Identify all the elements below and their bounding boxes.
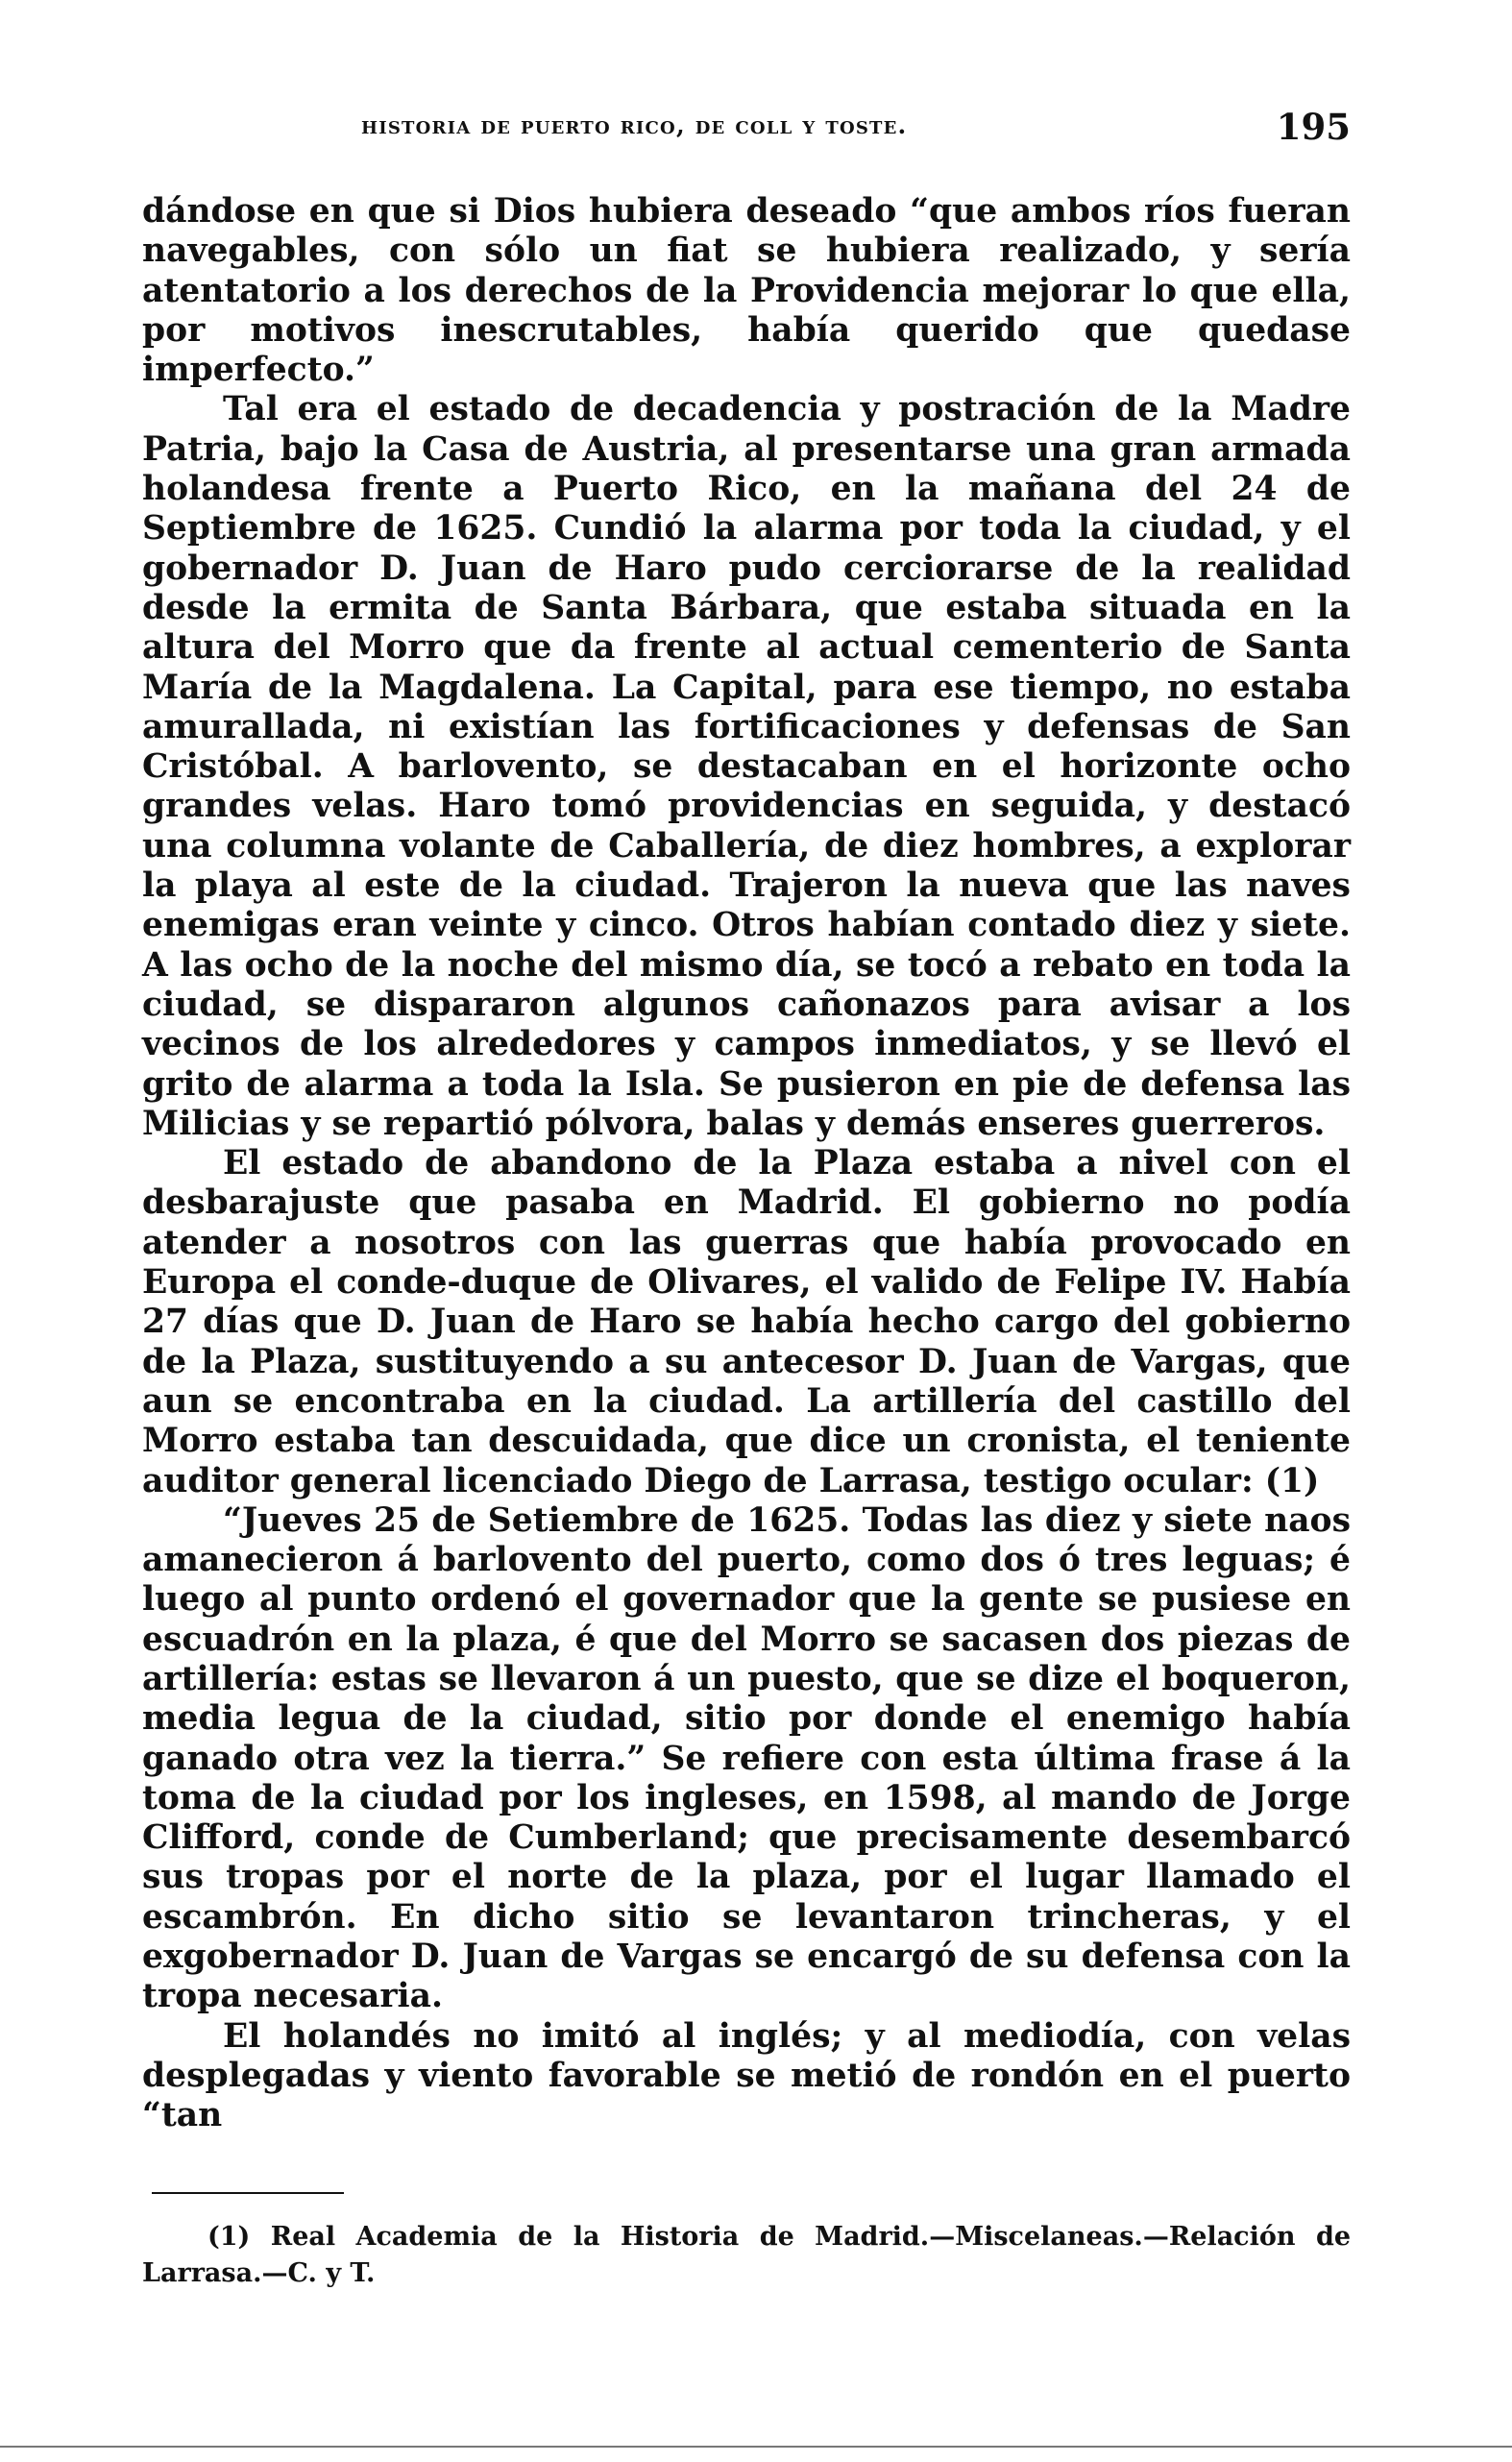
page-number: 195	[1276, 106, 1351, 148]
paragraph-4: “Jueves 25 de Setiembre de 1625. Todas las diez y siete naos amanecieron á barlovento del puerto, como dos ó tres leguas; é luego al punto ordenó el governador que la gente se pusiese en escuadrón en la plaza, é que del Morro se sacasen dos piezas de artillería: estas se llevaron á un puesto, que se dize el boqueron, media legua de la ciudad, sitio por donde el enemigo había ganado otra vez la tierra.” Se refiere con esta última frase á la toma de la ciudad por los ingleses, en 1598, al mando de Jorge Clifford, conde de Cumberland; que precisamente desembarcó sus tropas por el norte de la plaza, por el lugar llamado el escambrón. En dicho sitio se levantaron trincheras, y el exgobernador D. Juan de Vargas se encargó de su defensa con la tropa necesaria.	[142, 1500, 1351, 2016]
footnote-rule	[152, 2192, 344, 2194]
paragraph-1: dándose en que si Dios hubiera deseado “que ambos ríos fueran navegables, con sólo un fiat se hubiera realizado, y sería atentatorio a los derechos de la Providencia mejorar lo que ella, por motivos inescrutables, había querido que quedase imperfecto.”	[142, 192, 1351, 390]
paragraph-3: El estado de abandono de la Plaza estaba a nivel con el desbarajuste que pasaba en Madrid. El gobierno no podía atender a nosotros con las guerras que había provocado en Europa el conde-duque de Olivares, el valido de Felipe IV. Había 27 días que D. Juan de Haro se había hecho cargo del gobierno de la Plaza, sustituyendo a su antecesor D. Juan de Vargas, que aun se encontraba en la ciudad. La artillería del castillo del Morro estaba tan descuidada, que dice un cronista, el teniente auditor general licenciado Diego de Larrasa, testigo ocular: (1)	[142, 1144, 1351, 1500]
paragraph-2: Tal era el estado de decadencia y postración de la Madre Patria, bajo la Casa de Austria, al presentarse una gran armada holandesa frente a Puerto Rico, en la mañana del 24 de Septiembre de 1625. Cundió la alarma por toda la ciudad, y el gobernador D. Juan de Haro pudo cerciorarse de la realidad desde la ermita de Santa Bárbara, que estaba situada en la altura del Morro que da frente al actual cementerio de Santa María de la Magdalena. La Capital, para ese tiempo, no estaba amurallada, ni existían las fortificaciones y defensas de San Cristóbal. A barlovento, se destacaban en el horizonte ocho grandes velas. Haro tomó providencias en seguida, y destacó una columna volante de Caballería, de diez hombres, a explorar la playa al este de la ciudad. Trajeron la nueva que las naves enemigas eran veinte y cinco. Otros habían contado diez y siete. A las ocho de la noche del mismo día, se tocó a rebato en toda la ciudad, se dispararon algunos cañonazos para avisar a los vecinos de los alrededores y campos inmediatos, y se llevó el grito de alarma a toda la Isla. Se pusieron en pie de defensa las Milicias y se repartió pólvora, balas y demás enseres guerreros.	[142, 390, 1351, 1143]
page-bottom-edge	[0, 2446, 1512, 2448]
footnote: (1) Real Academia de la Historia de Madrid.—Miscelaneas.—Relación de Larrasa.—C. y T.	[142, 2221, 1351, 2288]
book-page	[142, 106, 1351, 2430]
paragraph-5: El holandés no imitó al inglés; y al mediodía, con velas desplegadas y viento favorable se metió de rondón en el puerto “tan	[142, 2016, 1351, 2135]
body-text	[142, 192, 1351, 2136]
running-title: historia de puerto rico, de coll y toste.	[361, 111, 908, 139]
running-head	[142, 106, 1351, 163]
